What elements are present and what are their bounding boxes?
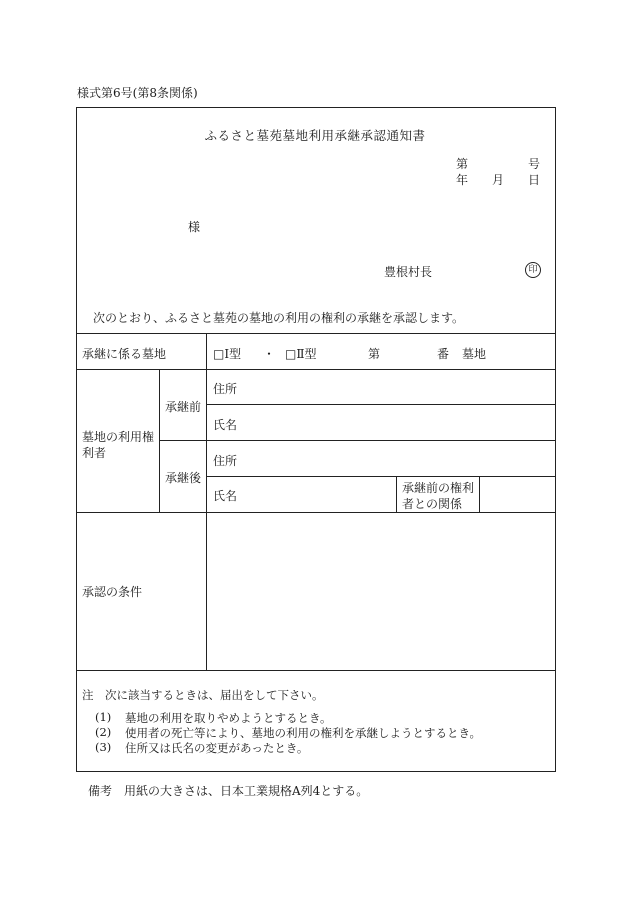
relation-label-line1: 承継前の権利 <box>402 481 475 495</box>
before-succession-label: 承継前 <box>165 400 202 414</box>
grave-type-2-checkbox[interactable]: □Ⅱ型 <box>285 347 317 361</box>
issuer-name: 豊根村長 <box>384 265 433 279</box>
note-1-number: (1) <box>95 710 112 724</box>
relation-label-line2: 者との関係 <box>402 497 463 511</box>
conditions-label: 承認の条件 <box>82 585 143 599</box>
divider-grave-row <box>76 369 556 370</box>
divider-holder-col <box>159 369 160 512</box>
grave-number-suffix: 番 <box>437 347 450 361</box>
divider-conditions <box>76 670 556 671</box>
note-3-text: 住所又は氏名の変更があったとき。 <box>125 741 309 755</box>
before-address-label: 住所 <box>213 382 238 396</box>
divider-grave-col <box>206 333 207 369</box>
addressee-honorific: 様 <box>188 220 201 234</box>
date-year: 年 <box>456 173 469 187</box>
grave-type-1-checkbox[interactable]: □Ⅰ型 <box>213 347 242 361</box>
divider-label-col <box>206 369 207 670</box>
grave-label: 承継に係る墓地 <box>82 347 167 361</box>
rights-holder-label-line1: 墓地の利用権 <box>82 430 155 444</box>
after-address-label: 住所 <box>213 454 238 468</box>
divider-before-after <box>159 440 556 441</box>
divider-after-address <box>206 476 556 477</box>
note-3-number: (3) <box>95 740 112 754</box>
approval-statement: 次のとおり、ふるさと墓苑の墓地の利用の権利の承継を承認します。 <box>93 311 465 325</box>
note-2-text: 使用者の死亡等により、墓地の利用の権利を承継しようとするとき。 <box>125 726 482 740</box>
divider-relation-right <box>479 476 480 512</box>
date-month: 月 <box>492 173 505 187</box>
divider-header <box>76 333 556 334</box>
rights-holder-label-line2: 利者 <box>82 446 107 460</box>
date-day: 日 <box>528 173 541 187</box>
notes-header: 注 次に該当するときは、届出をして下さい。 <box>82 688 324 702</box>
note-2-number: (2) <box>95 725 112 739</box>
divider-before-address <box>206 404 556 405</box>
before-name-label: 氏名 <box>213 418 238 432</box>
divider-rights-holder <box>76 512 556 513</box>
seal-mark: 印 <box>525 262 541 278</box>
grave-type-separator: ・ <box>263 347 276 361</box>
grave-word: 墓地 <box>462 347 487 361</box>
after-name-label: 氏名 <box>213 489 238 503</box>
document-title: ふるさと墓苑墓地利用承継承認通知書 <box>204 128 426 143</box>
note-1-text: 墓地の利用を取りやめようとするとき。 <box>125 711 332 725</box>
grave-number-prefix: 第 <box>368 347 381 361</box>
divider-relation-left <box>396 476 397 512</box>
form-number-label: 様式第6号(第8条関係) <box>77 86 198 100</box>
number-suffix: 号 <box>528 157 541 171</box>
after-succession-label: 承継後 <box>165 471 202 485</box>
remark-text: 備考 用紙の大きさは、日本工業規格A列4とする。 <box>88 784 369 798</box>
number-prefix: 第 <box>456 157 469 171</box>
